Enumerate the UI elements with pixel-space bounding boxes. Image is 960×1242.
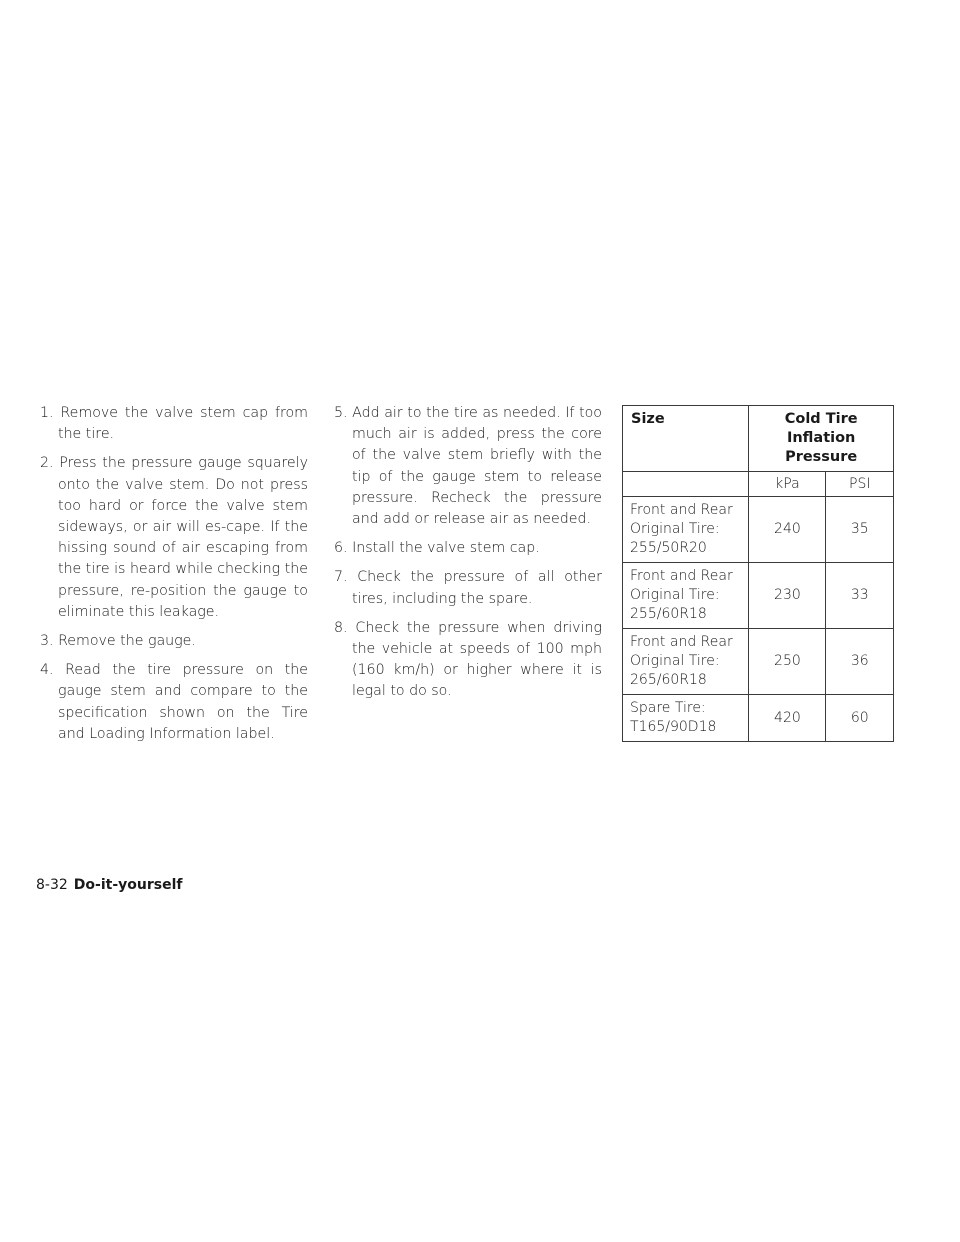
table-units-row (623, 472, 894, 497)
header-size: Size (623, 406, 749, 472)
step-item: 2. Press the pressure gauge squarely onto the valve stem. Do not press too hard or force the valve stem sideways, or air will es-cape. If the hissing sound of air escaping from the tire is heard while checking the pressure, re-position the gauge to eliminate this leakage. (40, 455, 308, 620)
step-item: 8. Check the pressure when driving the vehicle at speeds of 100 mph (160 km/h) or higher where it is legal to do so. (334, 619, 603, 700)
step-item: 1. Remove the valve stem cap from the tire. (40, 405, 308, 443)
unit-kpa: kPa (749, 472, 826, 497)
kpa-value: 230 (749, 563, 826, 629)
kpa-value: 250 (749, 629, 826, 695)
kpa-value: 240 (749, 497, 826, 563)
header-cold-pressure: Cold Tire Inflation Pressure (749, 406, 894, 472)
kpa-value: 420 (749, 695, 826, 742)
tire-size-cell: Front and Rear Original Tire: 265/60R18 (623, 629, 749, 695)
tire-pressure-table (622, 405, 894, 742)
psi-value: 33 (826, 563, 894, 629)
step-item: 7. Check the pressure of all other tires, including the spare. (334, 569, 602, 607)
tire-size-cell: Front and Rear Original Tire: 255/50R20 (623, 497, 749, 563)
section-title: Do-it-yourself (73, 877, 183, 893)
table-row (623, 497, 894, 563)
step-item: 6. Install the valve stem cap. (334, 540, 540, 557)
page-footer (36, 876, 182, 894)
table-header-row (623, 406, 894, 472)
instructions-left-column (36, 403, 308, 753)
step-item: 4. Read the tire pressure on the gauge stem and compare to the specification shown on the Tire and Loading Information label. (40, 662, 308, 742)
psi-value: 60 (826, 695, 894, 742)
step-item: 5. Add air to the tire as needed. If too much air is added, press the core of the valve stem briefly with the tip of the gauge stem to release pressure. Recheck the pressure and add or release air as needed. (334, 405, 602, 528)
step-item: 3. Remove the gauge. (40, 633, 196, 650)
table-row (623, 695, 894, 742)
units-blank-cell (623, 472, 749, 497)
table-row (623, 563, 894, 629)
page-number: 8-32 (36, 877, 68, 893)
tire-size-cell: Front and Rear Original Tire: 255/60R18 (623, 563, 749, 629)
instructions-right-column (330, 403, 602, 711)
unit-psi: PSI (826, 472, 894, 497)
tire-size-cell: Spare Tire: T165/90D18 (623, 695, 749, 742)
psi-value: 35 (826, 497, 894, 563)
psi-value: 36 (826, 629, 894, 695)
table-row (623, 629, 894, 695)
